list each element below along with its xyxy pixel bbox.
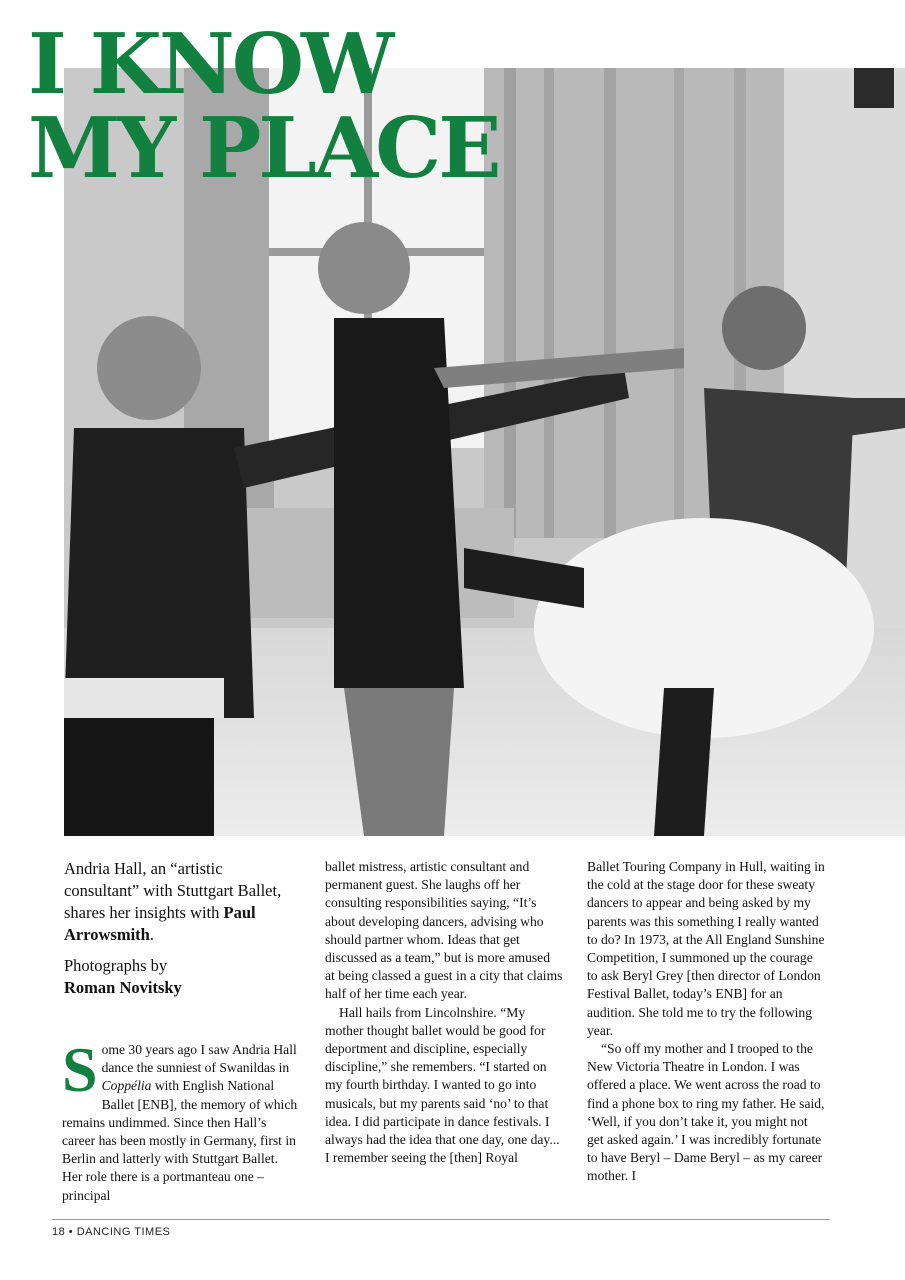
headline-line-1: I KNOW [28,15,392,113]
headline [28,15,499,197]
article-column-2 [325,858,563,1167]
page-folio: 18 • DANCING TIMES [52,1226,171,1238]
standfirst-period: . [149,925,154,944]
drop-cap: S [62,1034,98,1105]
article-column-3 [587,858,825,1186]
photo-credit-label: Photographs by [64,956,168,975]
photo-credit [64,955,294,999]
article-paragraph: Hall hails from Lincolnshire. “My mother thought ballet would be good for deportment and discipline, especially discipline,” she remembers. “I started on my fourth birthday. I wanted to go into musicals, but my parents said ‘no’ to that idea. I did participate in dance festivals. I always had the idea that one day, one day... I remember seeing the [then] Royal [325,1004,560,1166]
article-paragraph [62,1034,300,1205]
standfirst-intro [64,858,294,946]
title-coppelia: Coppélia [101,1078,152,1094]
author-name: Paul Arrowsmith [64,903,256,944]
headline-line-2: MY PLACE [28,99,499,197]
standfirst-text: Andria Hall, an “artistic consultant” with Stuttgart Ballet, shares her insights with [64,859,282,922]
footer-rule [52,1219,830,1220]
body-text: ome 30 years ago I saw Andria Hall dance the sunniest of Swanildas in [101,1042,297,1076]
article-paragraph: “So off my mother and I trooped to the New Victoria Theatre in London. I was offered a place. We went across the road to find a phone box to ring my father. He said, ‘Well, if you don’t take it, you might not get asked again.’ I was incredibly fortunate to have Beryl – Dame Beryl – as my career mother. I [587,1041,825,1184]
photographer-name: Roman Novitsky [64,978,182,997]
body-text: with English National Ballet [ENB], the memory of which remains undimmed. Since then Hall’s career has been mostly in Germany, first in Berlin and latterly with Stuttgart Ballet. Her role there is a portmanteau one – principal [62,1078,298,1203]
article-paragraph: Ballet Touring Company in Hull, waiting in the cold at the stage door for these sweaty dancers to appear and being asked by my parents was this something I really wanted to do? In 1973, at the All England Sunshine Competition, I summoned up the courage to ask Beryl Grey [then director of London Festival Ballet, today’s ENB] for an audition. She told me to try the following year. [587,859,825,1038]
article-column-1 [62,1034,300,1205]
article-paragraph: ballet mistress, artistic consultant and permanent guest. She laughs off her consulting responsibilities saying, “It’s about developing dancers, advising who should partner whom. Ideas that get discussed as a team,” but is more amused at being classed a guest in a city that claims half of her time each year. [325,859,563,1002]
standfirst [64,858,294,1008]
